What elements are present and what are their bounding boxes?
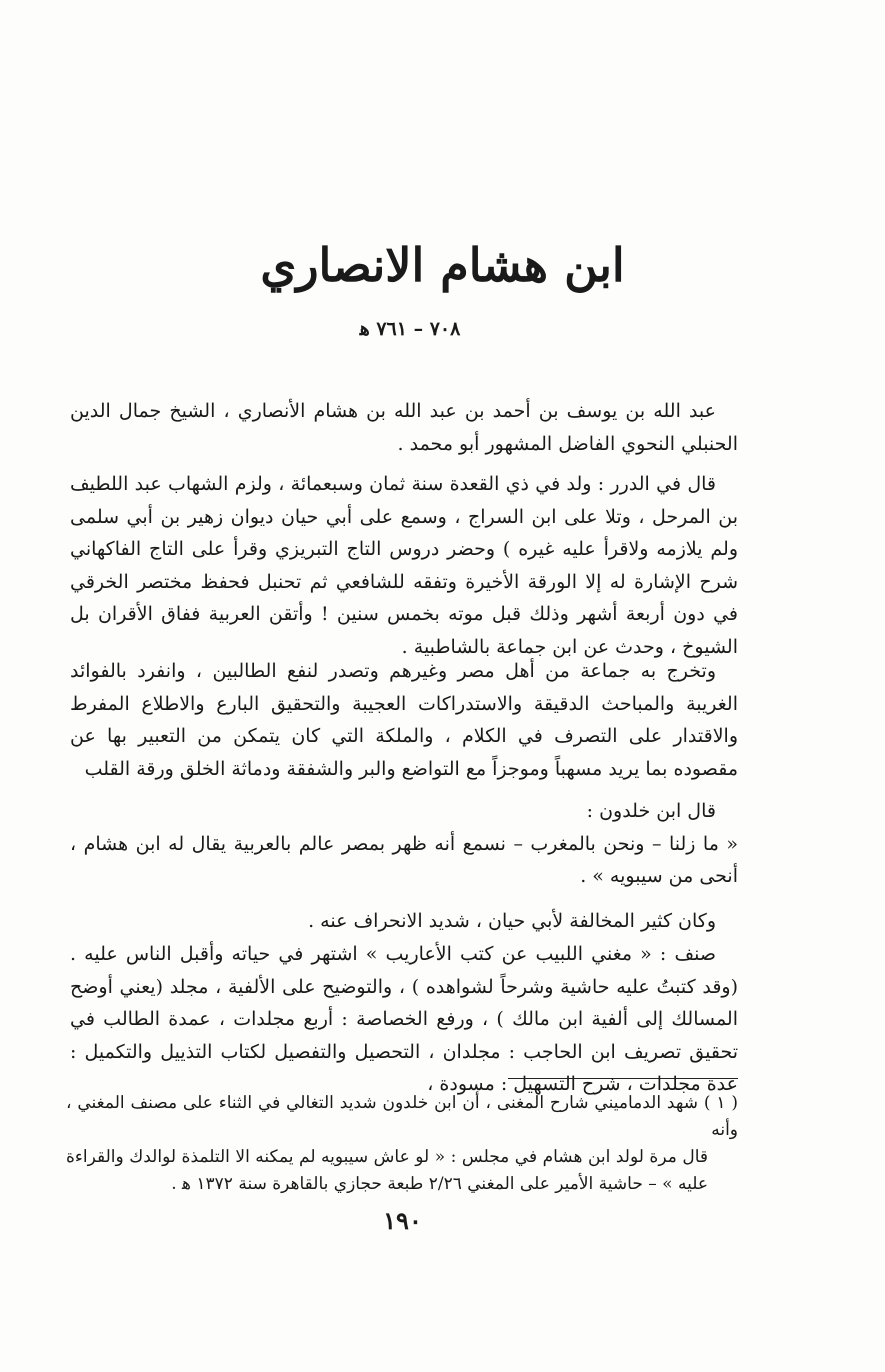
quote-text: « ما زلنا – ونحن بالمغرب – نسمع أنه ظهر بمصر عالم بالعربية يقال له ابن هشام ، أنحى من سيبويه » . xyxy=(70,832,738,888)
footnote-marker: ( ١ ) xyxy=(703,1093,739,1113)
footnote xyxy=(66,1090,738,1198)
page-number: ١٩٠ xyxy=(383,1206,422,1235)
footnote-first-line xyxy=(66,1090,738,1144)
footnote-continuation: قال مرة لولد ابن هشام في مجلس : « لو عاش سيبويه لم يمكنه الا التلمذة لوالدك والقراءة عليه » – حاشية الأمير على المغني ٢/٢٦ طبعة حجازي بالقاهرة سنة ١٣٧٢ ﻫ . xyxy=(66,1147,708,1194)
page-title: ابن هشام الانصاري xyxy=(260,238,625,292)
paragraph-text: عبد الله بن يوسف بن أحمد بن عبد الله بن هشام الأنصاري ، الشيخ جمال الدين الحنبلي النحوي الفاضل المشهور أبو محمد . xyxy=(70,400,738,455)
paragraph-students-qualities xyxy=(70,655,738,785)
paragraph-text: وكان كثير المخالفة لأبي حيان ، شديد الانحراف عنه . xyxy=(308,910,716,932)
paragraph-text: قال في الدرر : ولد في ذي القعدة سنة ثمان وسبعمائة ، ولزم الشهاب عبد اللطيف بن المرحل ، وتلا على ابن السراج ، وسمع على أبي حيان ديوان زهير بن أبي سلمى ولم يلازمه ولاقرأ عليه غيره ) وحضر دروس التاج التبريزي وقرأ على التاج الفاكهاني شرح الإشارة له إلا الورقة الأخيرة وتفقه للشافعي ثم تحنبل فحفظ مختصر الخرقي في دون أربعة أشهر وذلك قبل موته بخمس سنين ! وأتقن العربية ففاق الأقران بل الشيوخ ، وحدث عن ابن جماعة بالشاطبية . xyxy=(70,473,738,658)
paragraph-name-lineage xyxy=(70,395,738,460)
paragraph-text: وتخرج به جماعة من أهل مصر وغيرهم وتصدر لنفع الطالبين ، وانفرد بالفوائد الغريبة والمباحث الدقيقة والاستدراكات العجيبة والتحقيق البارع والاطلاع المفرط والاقتدار على التصرف في الكلام ، والملكة التي كان يتمكن من التعبير بها عن مقصوده بما يريد مسهباً وموجزاً مع التواضع والبر والشفقة ودماثة الخلق ورقة القلب xyxy=(70,660,738,780)
footnote-divider xyxy=(508,1078,738,1079)
ibn-khaldun-quote-block xyxy=(70,795,738,893)
footnote-line-text: شهد الدماميني شارح المغنى ، أن ابن خلدون شديد التغالي في الثناء على مصنف المغني ، وأنه xyxy=(66,1093,738,1140)
quote-heading: قال ابن خلدون : xyxy=(586,800,716,822)
paragraph-works xyxy=(70,938,738,1101)
paragraph-text: صنف : « مغني اللبيب عن كتب الأعاريب » اشتهر في حياته وأقبل الناس عليه . (وقد كتبتُ عليه حاشية وشرحاً لشواهده ) ، والتوضيح على الألفية ، مجلد (يعني أوضح المسالك إلى ألفية ابن مالك ) ، ورفع الخصاصة : أربع مجلدات ، عمدة الطالب في تحقيق تصريف ابن الحاجب : مجلدان ، التحصيل والتفصيل لكتاب التذييل والتكميل : عدة مجلدات ، شرح التسهيل : مسودة ، xyxy=(70,943,738,1096)
paragraph-disagreement xyxy=(70,905,738,938)
paragraph-biography xyxy=(70,468,738,664)
life-dates: ٧٠٨ – ٧٦١ ﻫ xyxy=(359,318,461,340)
